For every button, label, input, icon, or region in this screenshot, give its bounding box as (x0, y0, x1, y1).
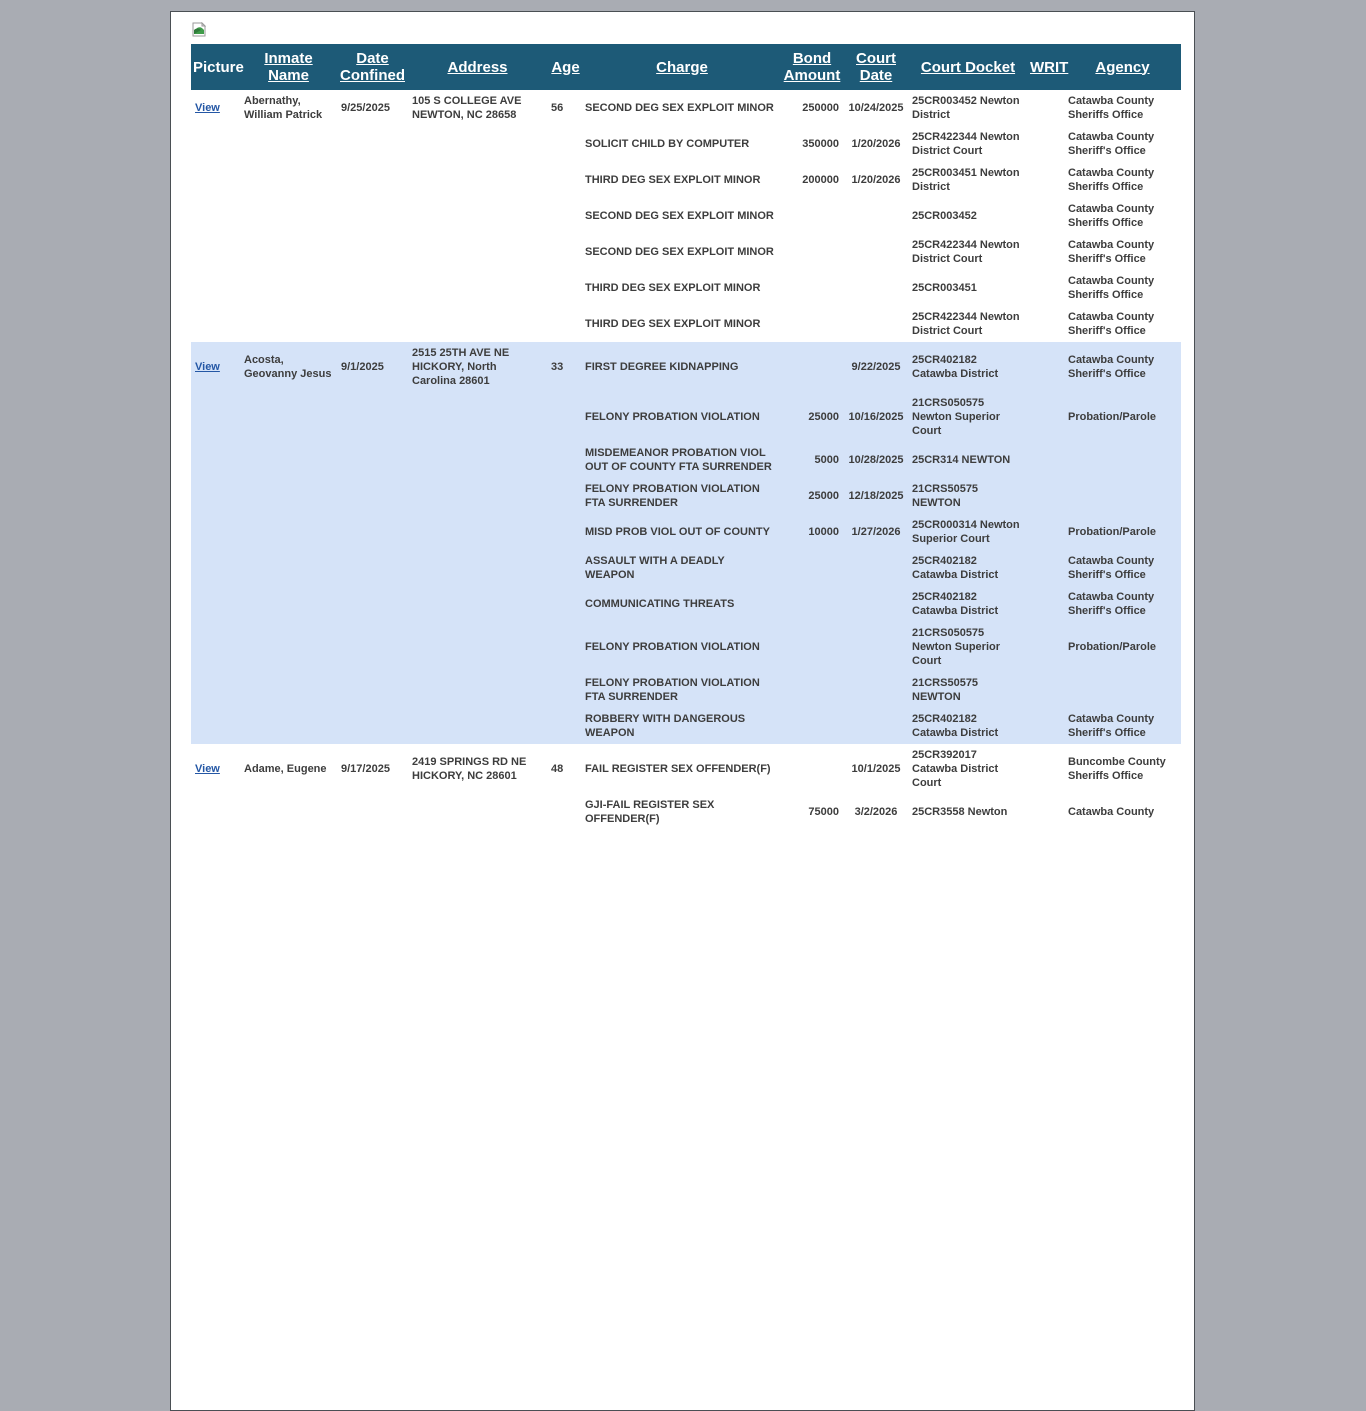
empty-cell (547, 672, 584, 708)
header-agency[interactable]: Agency (1064, 44, 1181, 90)
header-court-date[interactable]: Court Date (844, 44, 908, 90)
court-date-cell: 12/18/2025 (844, 478, 908, 514)
writ-cell (1028, 126, 1064, 162)
empty-cell (547, 126, 584, 162)
empty-cell (191, 270, 240, 306)
empty-cell (408, 478, 547, 514)
court-date-cell (844, 708, 908, 744)
empty-cell (240, 622, 337, 672)
table-row (191, 162, 1181, 198)
empty-cell (337, 234, 408, 270)
table-row (191, 306, 1181, 342)
empty-cell (240, 392, 337, 442)
view-link[interactable]: View (195, 763, 220, 775)
empty-cell (240, 234, 337, 270)
inmate-age: 33 (547, 342, 584, 392)
table-row (191, 234, 1181, 270)
agency-cell: Probation/Parole (1064, 514, 1181, 550)
charge-cell: THIRD DEG SEX EXPLOIT MINOR (584, 162, 780, 198)
court-docket-cell: 25CR003452 Newton District (908, 90, 1028, 126)
charge-cell: SECOND DEG SEX EXPLOIT MINOR (584, 198, 780, 234)
inmate-roster-table (191, 44, 1181, 830)
empty-cell (547, 478, 584, 514)
court-date-cell: 1/20/2026 (844, 162, 908, 198)
table-row (191, 270, 1181, 306)
empty-cell (408, 550, 547, 586)
bond-amount-cell (780, 270, 844, 306)
empty-cell (337, 306, 408, 342)
agency-cell: Catawba County Sheriff's Office (1064, 342, 1181, 392)
bond-amount-cell (780, 586, 844, 622)
court-docket-cell: 25CR422344 Newton District Court (908, 234, 1028, 270)
charge-cell: ROBBERY WITH DANGEROUS WEAPON (584, 708, 780, 744)
inmate-age: 56 (547, 90, 584, 126)
bond-amount-cell: 75000 (780, 794, 844, 830)
writ-cell (1028, 478, 1064, 514)
header-address[interactable]: Address (408, 44, 547, 90)
empty-cell (240, 514, 337, 550)
empty-cell (240, 198, 337, 234)
court-docket-cell: 25CR402182 Catawba District (908, 586, 1028, 622)
writ-cell (1028, 342, 1064, 392)
agency-cell (1064, 442, 1181, 478)
charge-cell: SECOND DEG SEX EXPLOIT MINOR (584, 234, 780, 270)
charge-cell: FIRST DEGREE KIDNAPPING (584, 342, 780, 392)
empty-cell (337, 708, 408, 744)
court-date-cell (844, 198, 908, 234)
charge-cell: THIRD DEG SEX EXPLOIT MINOR (584, 306, 780, 342)
agency-cell: Catawba County Sheriffs Office (1064, 162, 1181, 198)
court-docket-cell: 21CRS50575 NEWTON (908, 478, 1028, 514)
bond-amount-cell (780, 744, 844, 794)
charge-cell: FELONY PROBATION VIOLATION FTA SURRENDER (584, 478, 780, 514)
court-docket-cell: 21CRS50575 NEWTON (908, 672, 1028, 708)
empty-cell (240, 162, 337, 198)
empty-cell (191, 392, 240, 442)
empty-cell (408, 126, 547, 162)
court-docket-cell: 21CRS050575 Newton Superior Court (908, 392, 1028, 442)
empty-cell (408, 306, 547, 342)
court-date-cell: 10/28/2025 (844, 442, 908, 478)
empty-cell (408, 234, 547, 270)
agency-cell: Catawba County Sheriff's Office (1064, 234, 1181, 270)
empty-cell (408, 514, 547, 550)
empty-cell (337, 794, 408, 830)
court-date-cell: 10/24/2025 (844, 90, 908, 126)
agency-cell: Probation/Parole (1064, 392, 1181, 442)
date-confined: 9/17/2025 (337, 744, 408, 794)
inmate-name: Adame, Eugene (240, 744, 337, 794)
charge-cell: SOLICIT CHILD BY COMPUTER (584, 126, 780, 162)
bond-amount-cell: 25000 (780, 478, 844, 514)
date-confined: 9/25/2025 (337, 90, 408, 126)
empty-cell (191, 622, 240, 672)
table-row (191, 622, 1181, 672)
writ-cell (1028, 90, 1064, 126)
writ-cell (1028, 234, 1064, 270)
empty-cell (408, 198, 547, 234)
writ-cell (1028, 550, 1064, 586)
header-age[interactable]: Age (547, 44, 584, 90)
picture-cell (191, 342, 240, 392)
empty-cell (240, 550, 337, 586)
picture-cell (191, 90, 240, 126)
charge-cell: GJI-FAIL REGISTER SEX OFFENDER(F) (584, 794, 780, 830)
table-row (191, 672, 1181, 708)
inmate-address: 2515 25TH AVE NE HICKORY, North Carolina 28601 (408, 342, 547, 392)
empty-cell (408, 672, 547, 708)
empty-cell (547, 270, 584, 306)
writ-cell (1028, 198, 1064, 234)
empty-cell (191, 442, 240, 478)
empty-cell (191, 586, 240, 622)
inmate-address: 105 S COLLEGE AVE NEWTON, NC 28658 (408, 90, 547, 126)
writ-cell (1028, 708, 1064, 744)
table-row (191, 126, 1181, 162)
table-row (191, 392, 1181, 442)
empty-cell (191, 306, 240, 342)
writ-cell (1028, 392, 1064, 442)
court-docket-cell: 25CR402182 Catawba District (908, 550, 1028, 586)
table-row (191, 198, 1181, 234)
header-court-docket[interactable]: Court Docket (908, 44, 1028, 90)
table-row (191, 90, 1181, 126)
charge-cell: ASSAULT WITH A DEADLY WEAPON (584, 550, 780, 586)
court-date-cell (844, 586, 908, 622)
writ-cell (1028, 744, 1064, 794)
empty-cell (547, 442, 584, 478)
bond-amount-cell (780, 622, 844, 672)
court-docket-cell: 25CR422344 Newton District Court (908, 126, 1028, 162)
bond-amount-cell: 10000 (780, 514, 844, 550)
empty-cell (240, 442, 337, 478)
empty-cell (240, 478, 337, 514)
court-docket-cell: 25CR422344 Newton District Court (908, 306, 1028, 342)
court-date-cell (844, 234, 908, 270)
court-date-cell: 3/2/2026 (844, 794, 908, 830)
empty-cell (408, 392, 547, 442)
empty-cell (191, 514, 240, 550)
court-docket-cell: 25CR392017 Catawba District Court (908, 744, 1028, 794)
agency-cell: Catawba County Sheriff's Office (1064, 550, 1181, 586)
empty-cell (337, 392, 408, 442)
inmate-address: 2419 SPRINGS RD NE HICKORY, NC 28601 (408, 744, 547, 794)
agency-cell: Buncombe County Sheriffs Office (1064, 744, 1181, 794)
empty-cell (240, 672, 337, 708)
court-date-cell: 1/27/2026 (844, 514, 908, 550)
empty-cell (337, 514, 408, 550)
empty-cell (547, 198, 584, 234)
empty-cell (191, 708, 240, 744)
court-docket-cell: 25CR3558 Newton (908, 794, 1028, 830)
empty-cell (191, 162, 240, 198)
table-row (191, 342, 1181, 392)
table-row (191, 794, 1181, 830)
table-row (191, 550, 1181, 586)
empty-cell (337, 442, 408, 478)
agency-cell (1064, 478, 1181, 514)
empty-cell (240, 586, 337, 622)
table-header-row (191, 44, 1181, 90)
bond-amount-cell (780, 234, 844, 270)
court-docket-cell: 25CR402182 Catawba District (908, 342, 1028, 392)
table-row (191, 586, 1181, 622)
inmate-table-body (191, 90, 1181, 830)
empty-cell (547, 162, 584, 198)
empty-cell (240, 270, 337, 306)
court-date-cell (844, 306, 908, 342)
court-date-cell (844, 672, 908, 708)
charge-cell: FELONY PROBATION VIOLATION (584, 392, 780, 442)
empty-cell (547, 794, 584, 830)
broken-image-icon (192, 22, 206, 37)
charge-cell: COMMUNICATING THREATS (584, 586, 780, 622)
roster-page (170, 11, 1195, 1411)
empty-cell (547, 708, 584, 744)
header-writ[interactable]: WRIT (1028, 44, 1064, 90)
writ-cell (1028, 794, 1064, 830)
agency-cell: Probation/Parole (1064, 622, 1181, 672)
empty-cell (547, 586, 584, 622)
agency-cell: Catawba County Sheriffs Office (1064, 198, 1181, 234)
header-inmate-name[interactable]: Inmate Name (240, 44, 337, 90)
bond-amount-cell: 350000 (780, 126, 844, 162)
writ-cell (1028, 622, 1064, 672)
court-docket-cell: 25CR003452 (908, 198, 1028, 234)
empty-cell (337, 622, 408, 672)
agency-cell (1064, 672, 1181, 708)
empty-cell (408, 162, 547, 198)
empty-cell (408, 708, 547, 744)
view-link[interactable]: View (195, 102, 220, 114)
empty-cell (408, 270, 547, 306)
bond-amount-cell: 200000 (780, 162, 844, 198)
bond-amount-cell (780, 342, 844, 392)
court-docket-cell: 25CR402182 Catawba District (908, 708, 1028, 744)
empty-cell (547, 392, 584, 442)
empty-cell (408, 622, 547, 672)
agency-cell: Catawba County Sheriffs Office (1064, 90, 1181, 126)
table-row (191, 708, 1181, 744)
empty-cell (337, 550, 408, 586)
date-confined: 9/1/2025 (337, 342, 408, 392)
agency-cell: Catawba County Sheriff's Office (1064, 306, 1181, 342)
empty-cell (337, 270, 408, 306)
empty-cell (408, 442, 547, 478)
picture-cell (191, 744, 240, 794)
empty-cell (547, 622, 584, 672)
charge-cell: MISD PROB VIOL OUT OF COUNTY (584, 514, 780, 550)
court-docket-cell: 25CR003451 Newton District (908, 162, 1028, 198)
court-docket-cell: 25CR000314 Newton Superior Court (908, 514, 1028, 550)
court-date-cell: 10/1/2025 (844, 744, 908, 794)
court-docket-cell: 25CR003451 (908, 270, 1028, 306)
empty-cell (547, 514, 584, 550)
empty-cell (191, 478, 240, 514)
agency-cell: Catawba County Sheriff's Office (1064, 126, 1181, 162)
empty-cell (337, 162, 408, 198)
charge-cell: FAIL REGISTER SEX OFFENDER(F) (584, 744, 780, 794)
header-date-confined[interactable]: Date Confined (337, 44, 408, 90)
agency-cell: Catawba County (1064, 794, 1181, 830)
inmate-name: Acosta, Geovanny Jesus (240, 342, 337, 392)
agency-cell: Catawba County Sheriff's Office (1064, 586, 1181, 622)
empty-cell (337, 586, 408, 622)
inmate-name: Abernathy, William Patrick (240, 90, 337, 126)
agency-cell: Catawba County Sheriffs Office (1064, 270, 1181, 306)
table-row (191, 442, 1181, 478)
writ-cell (1028, 442, 1064, 478)
empty-cell (191, 126, 240, 162)
header-bond-amount[interactable]: Bond Amount (780, 44, 844, 90)
court-date-cell: 9/22/2025 (844, 342, 908, 392)
empty-cell (191, 672, 240, 708)
bond-amount-cell (780, 198, 844, 234)
empty-cell (547, 234, 584, 270)
writ-cell (1028, 306, 1064, 342)
empty-cell (240, 794, 337, 830)
empty-cell (191, 794, 240, 830)
empty-cell (337, 126, 408, 162)
bond-amount-cell: 25000 (780, 392, 844, 442)
table-row (191, 744, 1181, 794)
charge-cell: SECOND DEG SEX EXPLOIT MINOR (584, 90, 780, 126)
empty-cell (547, 306, 584, 342)
empty-cell (337, 672, 408, 708)
empty-cell (191, 550, 240, 586)
view-link[interactable]: View (195, 361, 220, 373)
writ-cell (1028, 270, 1064, 306)
charge-cell: FELONY PROBATION VIOLATION (584, 622, 780, 672)
bond-amount-cell (780, 672, 844, 708)
bond-amount-cell: 5000 (780, 442, 844, 478)
writ-cell (1028, 162, 1064, 198)
agency-cell: Catawba County Sheriff's Office (1064, 708, 1181, 744)
charge-cell: THIRD DEG SEX EXPLOIT MINOR (584, 270, 780, 306)
bond-amount-cell: 250000 (780, 90, 844, 126)
court-date-cell: 1/20/2026 (844, 126, 908, 162)
empty-cell (240, 708, 337, 744)
empty-cell (408, 586, 547, 622)
court-date-cell (844, 270, 908, 306)
court-date-cell (844, 622, 908, 672)
court-docket-cell: 25CR314 NEWTON (908, 442, 1028, 478)
empty-cell (191, 234, 240, 270)
empty-cell (337, 198, 408, 234)
empty-cell (547, 550, 584, 586)
bond-amount-cell (780, 306, 844, 342)
inmate-age: 48 (547, 744, 584, 794)
court-date-cell (844, 550, 908, 586)
empty-cell (240, 306, 337, 342)
header-charge[interactable]: Charge (584, 44, 780, 90)
empty-cell (191, 198, 240, 234)
empty-cell (337, 478, 408, 514)
writ-cell (1028, 586, 1064, 622)
header-picture: Picture (191, 44, 240, 90)
writ-cell (1028, 672, 1064, 708)
empty-cell (240, 126, 337, 162)
court-docket-cell: 21CRS050575 Newton Superior Court (908, 622, 1028, 672)
charge-cell: MISDEMEANOR PROBATION VIOL OUT OF COUNTY FTA SURRENDER (584, 442, 780, 478)
table-row (191, 514, 1181, 550)
empty-cell (408, 794, 547, 830)
writ-cell (1028, 514, 1064, 550)
bond-amount-cell (780, 708, 844, 744)
table-row (191, 478, 1181, 514)
charge-cell: FELONY PROBATION VIOLATION FTA SURRENDER (584, 672, 780, 708)
bond-amount-cell (780, 550, 844, 586)
court-date-cell: 10/16/2025 (844, 392, 908, 442)
